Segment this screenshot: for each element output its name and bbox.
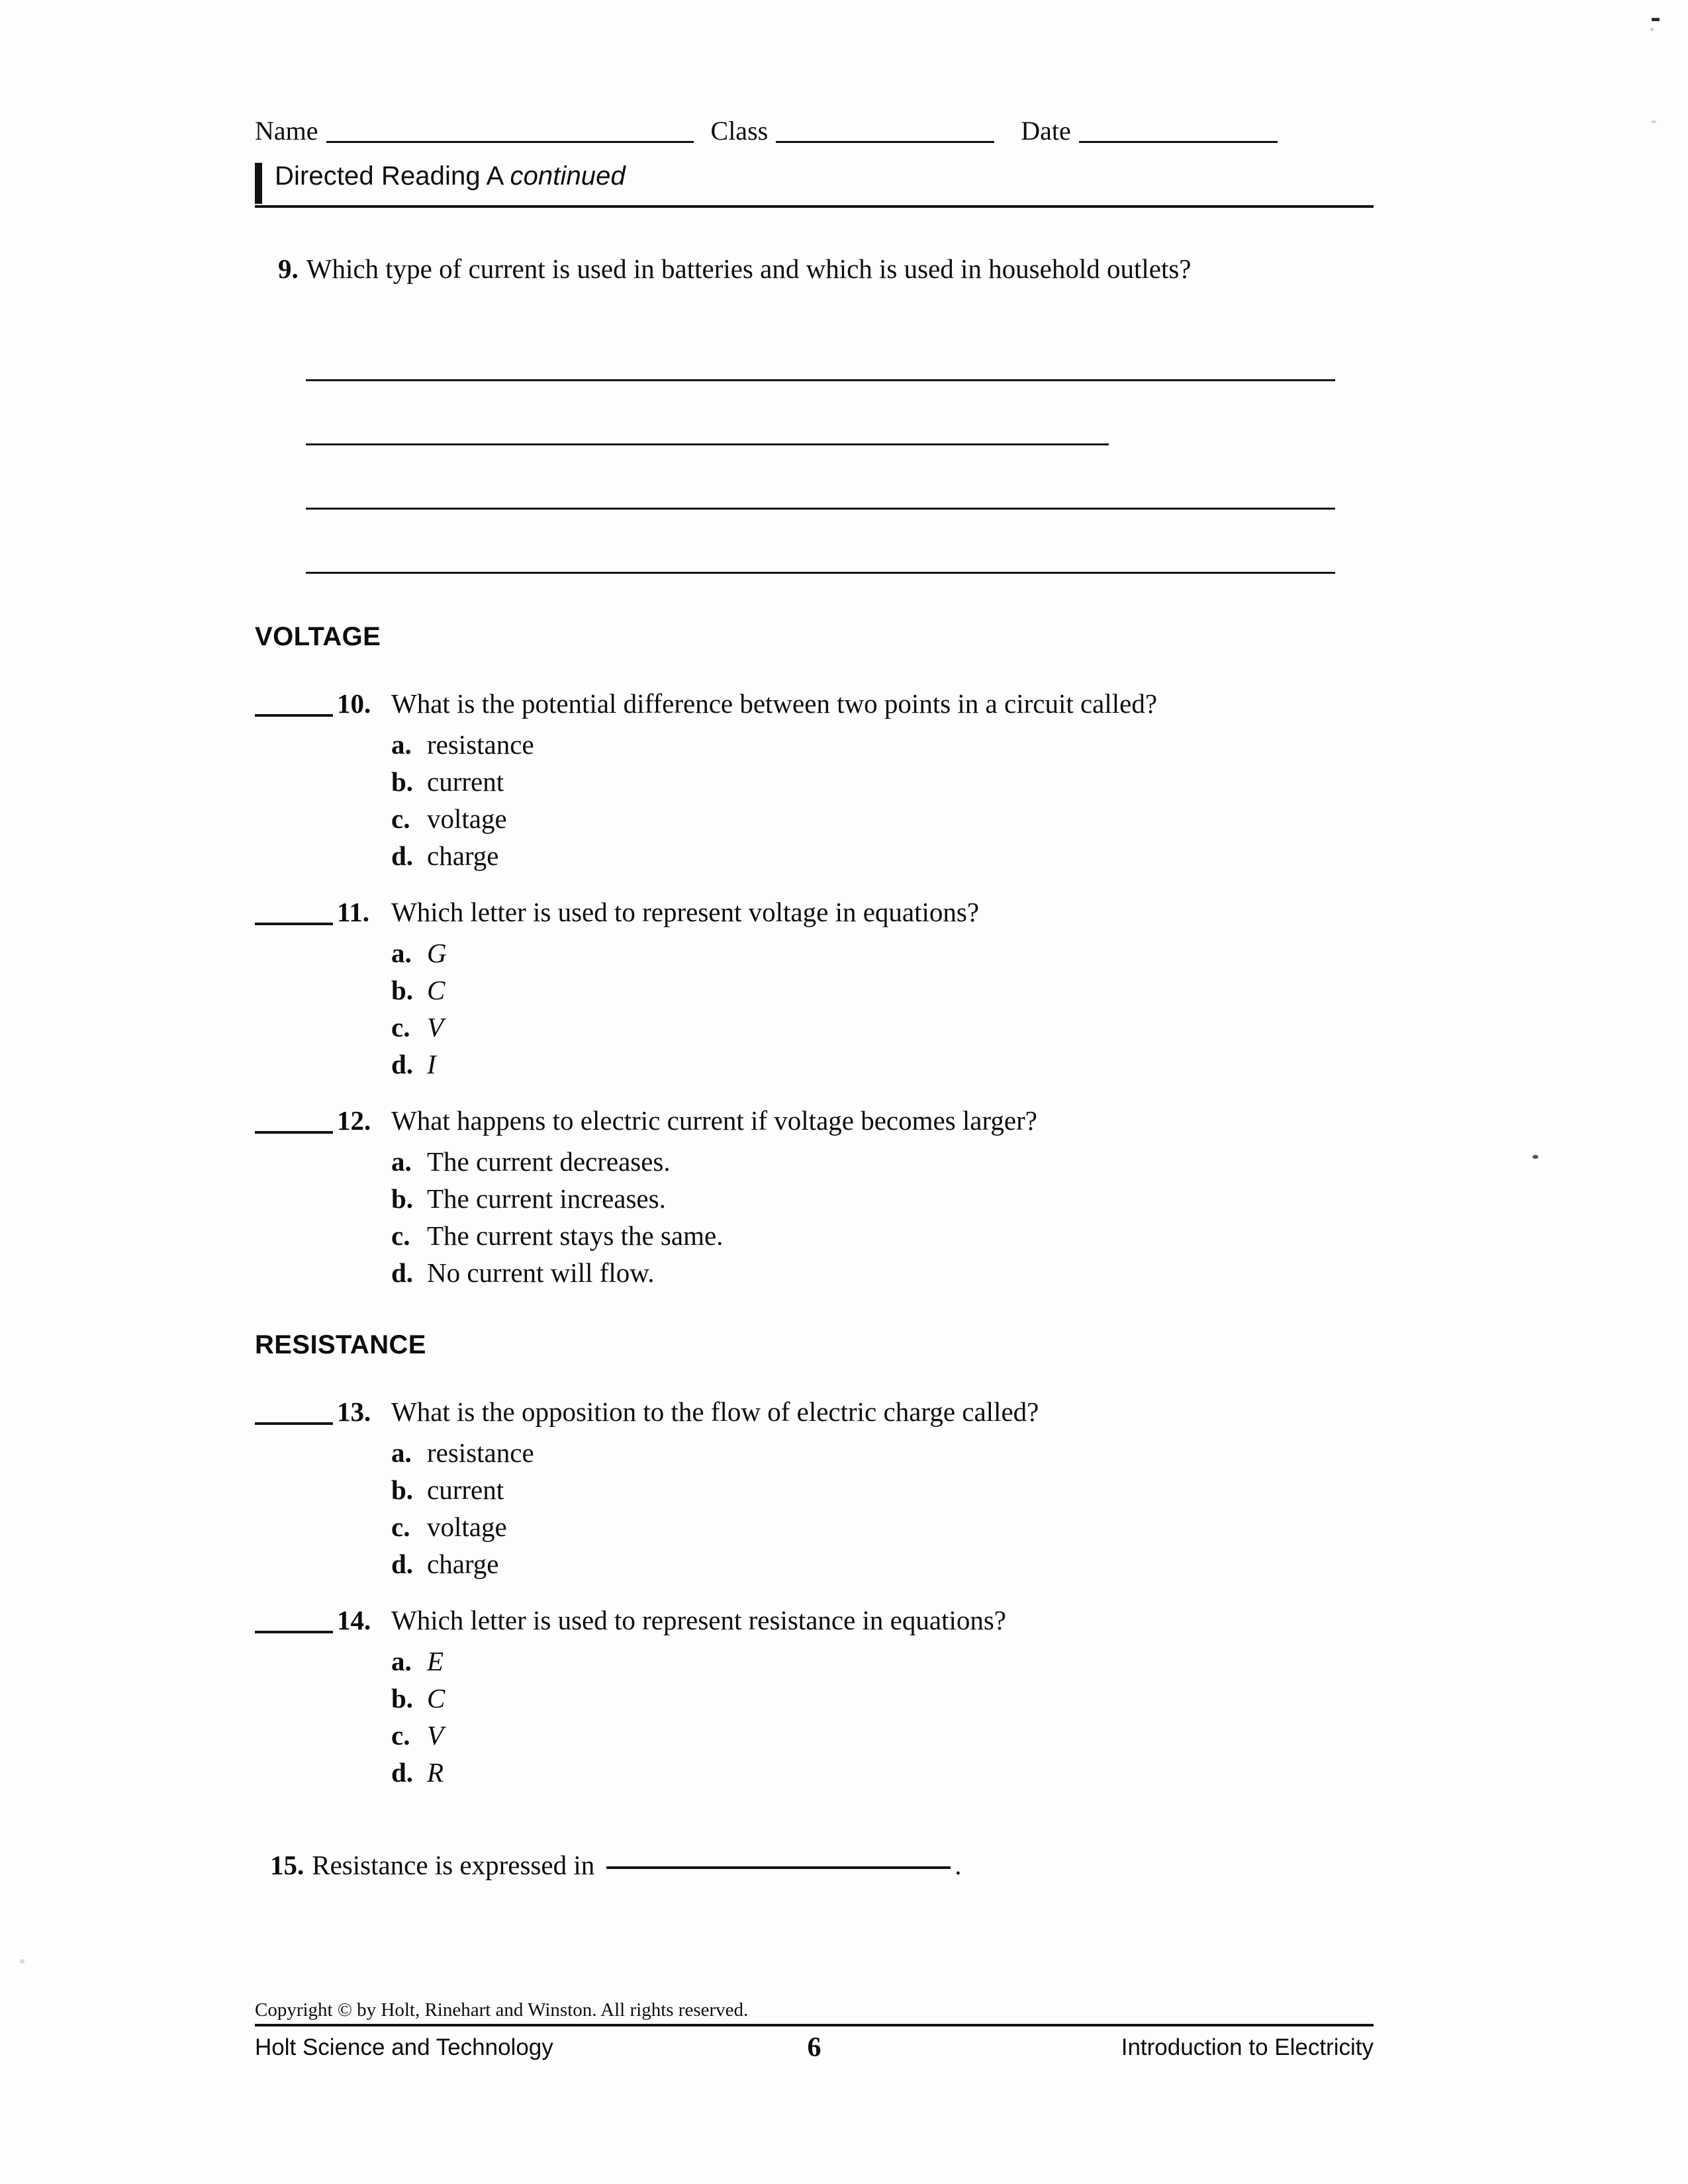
option-letter: a. — [391, 938, 412, 968]
option-text: The current decreases. — [427, 1146, 671, 1177]
option-text: R — [427, 1757, 444, 1788]
option-text: resistance — [427, 729, 534, 760]
class-input-line[interactable] — [776, 141, 994, 143]
option-letter: c. — [391, 803, 410, 834]
question-13-text: What is the opposition to the flow of electric charge called? — [391, 1396, 1039, 1427]
question-14 — [255, 1602, 1327, 1791]
question-13 — [255, 1393, 1327, 1582]
running-head-rule — [255, 205, 1374, 208]
option-text: voltage — [427, 1512, 507, 1542]
question-12-line — [255, 1102, 1327, 1139]
running-head-continued-text: continued — [510, 161, 626, 191]
footer-row — [255, 2034, 1374, 2068]
answer-line[interactable] — [306, 572, 1335, 574]
option-text: The current increases. — [427, 1183, 666, 1214]
option-text: C — [427, 975, 445, 1005]
option-letter: c. — [391, 1012, 410, 1042]
option-letter: b. — [391, 1183, 414, 1214]
option-letter: a. — [391, 729, 412, 760]
class-label: Class — [710, 116, 769, 146]
option-text: I — [427, 1049, 436, 1079]
question-15-number: 15. — [270, 1850, 305, 1880]
question-12-number: 12. — [337, 1105, 371, 1136]
option-item[interactable] — [255, 1754, 1327, 1791]
question-13-line — [255, 1393, 1327, 1430]
question-10 — [255, 685, 1327, 874]
name-input-line[interactable] — [326, 141, 694, 143]
option-item[interactable] — [255, 1217, 1327, 1254]
scan-artifact — [20, 1959, 24, 1964]
footer-rule — [255, 2024, 1374, 2026]
question-10-options — [255, 726, 1327, 874]
name-label: Name — [255, 116, 318, 146]
option-text: The current stays the same. — [427, 1220, 724, 1251]
option-item[interactable] — [255, 1643, 1327, 1680]
question-12-text: What happens to electric current if voltage becomes larger? — [391, 1105, 1037, 1136]
question-15 — [270, 1846, 1329, 1884]
copyright-notice: Copyright © by Holt, Rinehart and Winston. All rights reserved. — [255, 1999, 749, 2021]
question-10-text: What is the potential difference between two points in a circuit called? — [391, 688, 1158, 719]
option-letter: d. — [391, 1049, 414, 1079]
option-text: current — [427, 766, 504, 797]
question-10-number: 10. — [337, 688, 371, 719]
answer-line[interactable] — [306, 443, 1109, 445]
option-item[interactable] — [255, 1143, 1327, 1180]
date-field-group — [1021, 118, 1278, 146]
option-letter: a. — [391, 1146, 412, 1177]
option-letter: c. — [391, 1220, 410, 1251]
option-letter: d. — [391, 1257, 414, 1288]
question-12 — [255, 1102, 1327, 1291]
option-item[interactable] — [255, 1434, 1327, 1471]
name-field-group — [255, 118, 694, 146]
question-14-number: 14. — [337, 1605, 371, 1635]
option-item[interactable] — [255, 726, 1327, 763]
running-head-tick-icon — [255, 163, 262, 204]
option-item[interactable] — [255, 1545, 1327, 1582]
option-text: E — [427, 1646, 444, 1676]
question-11-options — [255, 934, 1327, 1083]
question-15-period: . — [955, 1850, 962, 1880]
option-item[interactable] — [255, 972, 1327, 1009]
option-letter: d. — [391, 1757, 414, 1788]
scan-artifact — [1650, 28, 1654, 31]
option-item[interactable] — [255, 1717, 1327, 1754]
option-letter: b. — [391, 1683, 414, 1713]
scan-artifact — [1652, 18, 1660, 21]
option-item[interactable] — [255, 1046, 1327, 1083]
option-item[interactable] — [255, 1009, 1327, 1046]
option-item[interactable] — [255, 1680, 1327, 1717]
option-text: G — [427, 938, 447, 968]
scan-artifact — [1651, 120, 1656, 123]
question-11-number: 11. — [337, 897, 369, 927]
answer-line[interactable] — [306, 508, 1335, 510]
option-item[interactable] — [255, 800, 1327, 837]
running-head-title — [275, 161, 626, 191]
question-11 — [255, 893, 1327, 1083]
option-letter: d. — [391, 1549, 414, 1579]
option-letter: a. — [391, 1646, 412, 1676]
option-item[interactable] — [255, 1471, 1327, 1508]
option-text: C — [427, 1683, 445, 1713]
question-15-text: Resistance is expressed in — [312, 1850, 595, 1880]
section-heading-resistance: RESISTANCE — [255, 1330, 426, 1359]
answer-line[interactable] — [306, 379, 1335, 381]
option-letter: b. — [391, 1475, 414, 1505]
option-text: voltage — [427, 803, 507, 834]
option-letter: b. — [391, 975, 414, 1005]
question-14-answer-blank[interactable] — [255, 1631, 333, 1633]
question-14-line — [255, 1602, 1327, 1639]
option-text: resistance — [427, 1437, 534, 1468]
question-13-number: 13. — [337, 1396, 371, 1427]
question-11-answer-blank[interactable] — [255, 923, 333, 925]
option-item[interactable] — [255, 763, 1327, 800]
question-15-answer-blank[interactable] — [606, 1866, 951, 1869]
option-text: charge — [427, 841, 499, 871]
running-head — [255, 160, 1374, 208]
section-heading-voltage: VOLTAGE — [255, 622, 381, 651]
question-9-number: 9. — [278, 253, 299, 284]
date-input-line[interactable] — [1079, 141, 1278, 143]
page-footer — [255, 1999, 1374, 2068]
page-number: 6 — [807, 2032, 821, 2063]
option-item[interactable] — [255, 1254, 1327, 1291]
footer-book-title: Holt Science and Technology — [255, 2034, 553, 2060]
option-letter: b. — [391, 766, 414, 797]
class-field-group — [711, 118, 995, 146]
question-10-answer-blank[interactable] — [255, 714, 333, 717]
option-letter: d. — [391, 841, 414, 871]
question-9 — [278, 250, 1311, 287]
question-13-answer-blank[interactable] — [255, 1422, 333, 1425]
running-head-title-text: Directed Reading A — [275, 161, 503, 191]
option-text: No current will flow. — [427, 1257, 655, 1288]
student-info-header — [255, 106, 1374, 146]
question-9-text: Which type of current is used in batteries and which is used in household outlets? — [306, 253, 1192, 284]
option-letter: a. — [391, 1437, 412, 1468]
option-letter: c. — [391, 1512, 410, 1542]
footer-chapter-title: Introduction to Electricity — [1121, 2034, 1374, 2060]
option-text: charge — [427, 1549, 499, 1579]
date-label: Date — [1021, 116, 1071, 146]
option-item[interactable] — [255, 1180, 1327, 1217]
question-11-text: Which letter is used to represent voltage in equations? — [391, 897, 980, 927]
option-text: current — [427, 1475, 504, 1505]
question-14-options — [255, 1643, 1327, 1791]
scan-artifact — [1532, 1155, 1538, 1159]
option-item[interactable] — [255, 1508, 1327, 1545]
question-12-answer-blank[interactable] — [255, 1131, 333, 1134]
question-13-options — [255, 1434, 1327, 1582]
option-letter: c. — [391, 1720, 410, 1751]
option-text: V — [427, 1012, 444, 1042]
question-14-text: Which letter is used to represent resistance in equations? — [391, 1605, 1007, 1635]
question-9-answer-lines — [306, 361, 1335, 574]
option-item[interactable] — [255, 934, 1327, 972]
option-text: V — [427, 1720, 444, 1751]
question-11-line — [255, 893, 1327, 931]
question-12-options — [255, 1143, 1327, 1291]
option-item[interactable] — [255, 837, 1327, 874]
question-10-line — [255, 685, 1327, 722]
